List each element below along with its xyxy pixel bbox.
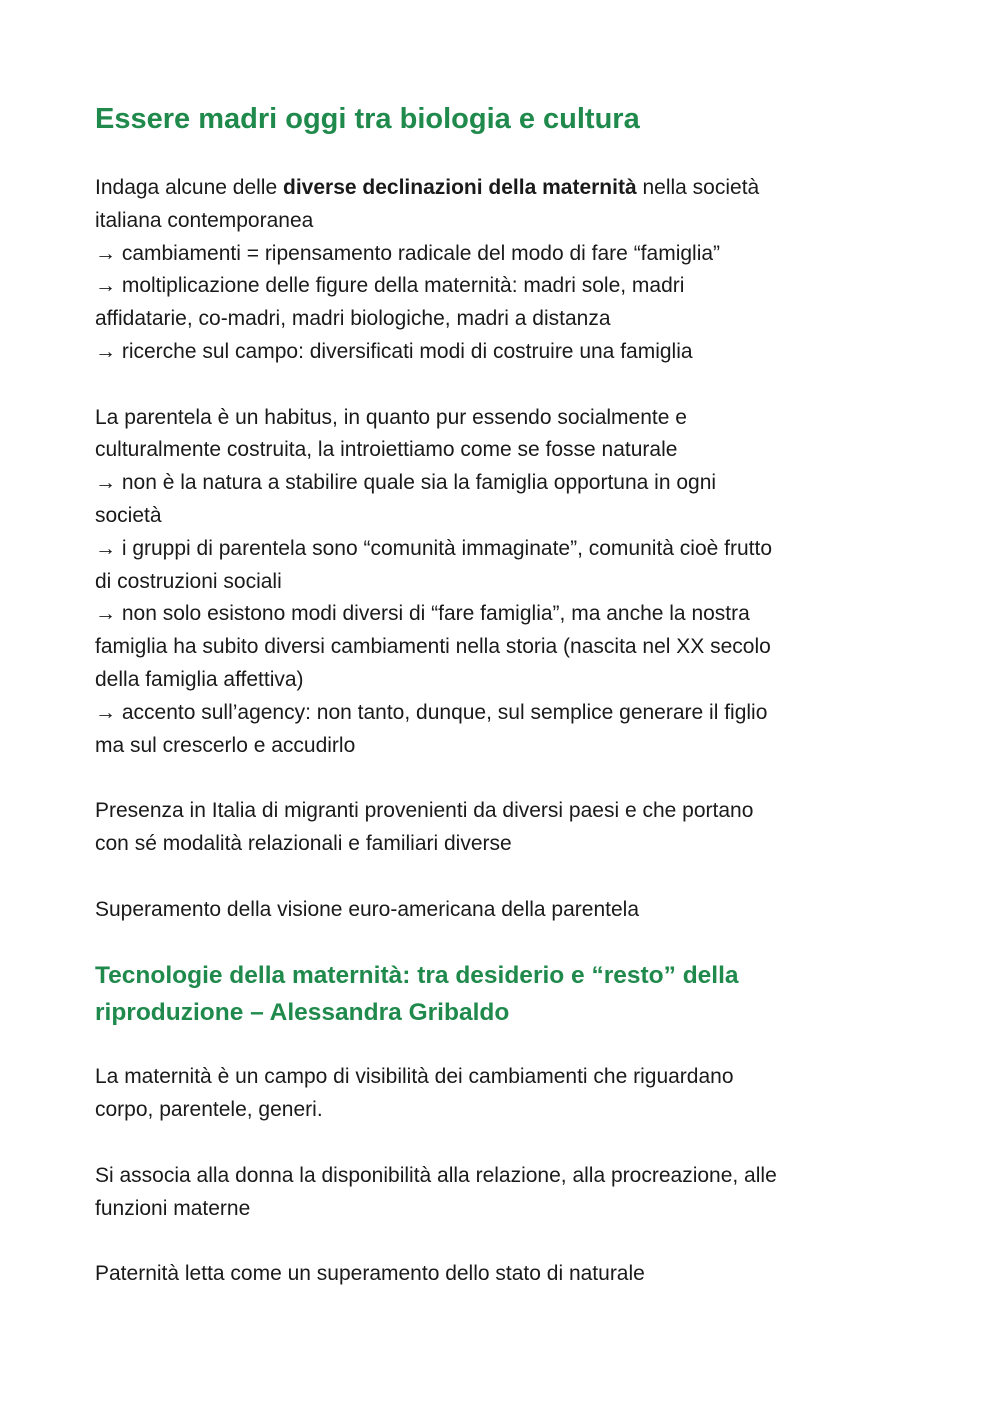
paragraph-line: famiglia ha subito diversi cambiamenti nella storia (nascita nel XX secolo — [95, 635, 771, 659]
paragraph-gap — [95, 1225, 925, 1258]
section2-title-line1: Tecnologie della maternità: tra desiderio e “resto” della — [95, 962, 739, 990]
section2-title — [95, 957, 925, 1031]
paragraph-line: italiana contemporanea — [95, 208, 314, 232]
section1-title: Essere madri oggi tra biologia e cultura — [95, 103, 640, 135]
paragraph-line: di costruzioni sociali — [95, 569, 282, 593]
paragraph-line: Presenza in Italia di migranti provenienti da diversi paesi e che portano — [95, 799, 754, 823]
document-page — [95, 96, 925, 1291]
section2-title-line2: riproduzione – Alessandra Gribaldo — [95, 999, 510, 1027]
intro-line — [95, 172, 925, 205]
paragraph-gap — [95, 369, 925, 402]
paragraph-line: La parentela è un habitus, in quanto pur essendo socialmente e — [95, 405, 687, 429]
paragraph-line: La maternità è un campo di visibilità dei cambiamenti che riguardano — [95, 1065, 734, 1089]
intro-text-pre: Indaga alcune delle — [95, 176, 283, 199]
paragraph-line: funzioni materne — [95, 1196, 251, 1220]
paragraph-line: Paternità letta come un superamento dello stato di naturale — [95, 1262, 645, 1286]
paragraph-line: società — [95, 503, 162, 527]
paragraph-line: → cambiamenti = ripensamento radicale del modo di fare “famiglia” — [95, 241, 721, 265]
paragraph-gap — [95, 861, 925, 894]
paragraph-line: Superamento della visione euro-americana della parentela — [95, 897, 640, 921]
paragraph-line: → moltiplicazione delle figure della maternità: madri sole, madri — [95, 274, 685, 298]
paragraph-line: affidatarie, co-madri, madri biologiche, madri a distanza — [95, 307, 611, 331]
paragraph-line: → non è la natura a stabilire quale sia la famiglia opportuna in ogni — [95, 471, 717, 495]
intro-text-bold: diverse declinazioni della maternità — [283, 176, 637, 199]
paragraph-gap — [95, 762, 925, 795]
intro-text-post: nella società — [636, 176, 760, 199]
paragraph-line: culturalmente costruita, la introiettiamo come se fosse naturale — [95, 438, 678, 462]
paragraph-line: → ricerche sul campo: diversificati modi di costruire una famiglia — [95, 339, 693, 363]
paragraph-line: ma sul crescerlo e accudirlo — [95, 733, 356, 757]
paragraph-line: corpo, parentele, generi. — [95, 1098, 323, 1122]
paragraph-line: → accento sull’agency: non tanto, dunque, sul semplice generare il figlio — [95, 700, 768, 724]
paragraph-line: → non solo esistono modi diversi di “fare famiglia”, ma anche la nostra — [95, 602, 750, 626]
paragraph-line: Si associa alla donna la disponibilità alla relazione, alla procreazione, alle — [95, 1163, 777, 1187]
paragraph-line: con sé modalità relazionali e familiari diverse — [95, 831, 512, 855]
paragraph-line: della famiglia affettiva) — [95, 667, 304, 691]
paragraph-line: → i gruppi di parentela sono “comunità immaginate”, comunità cioè frutto — [95, 536, 773, 560]
paragraph-gap — [95, 1127, 925, 1160]
